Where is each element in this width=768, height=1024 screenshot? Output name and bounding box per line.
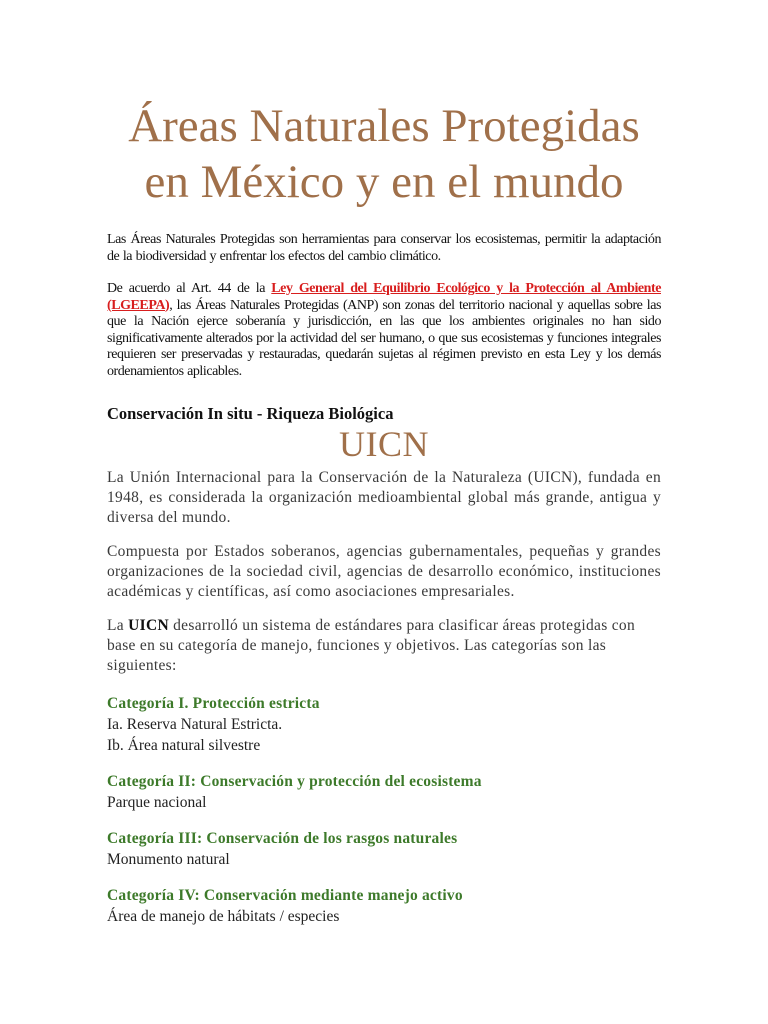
uicn-paragraph-3 bbox=[107, 616, 661, 676]
uicn-p3-bold: UICN bbox=[128, 617, 169, 634]
category-item: Área de manejo de hábitats / especies bbox=[107, 908, 340, 925]
document-page bbox=[107, 0, 661, 927]
category-heading: Categoría IV: Conservación mediante manejo activo bbox=[107, 887, 463, 904]
intro-paragraph-2 bbox=[107, 281, 661, 380]
title-line-2: en México y en el mundo bbox=[144, 156, 624, 208]
category-heading: Categoría III: Conservación de los rasgos naturales bbox=[107, 830, 458, 847]
category-item: Ib. Área natural silvestre bbox=[107, 737, 261, 754]
intro-p2-before: De acuerdo al Art. 44 de la bbox=[107, 281, 272, 296]
category-3 bbox=[107, 828, 661, 870]
uicn-p3-after: desarrolló un sistema de estándares para clasificar áreas protegidas con base en su categoría de manejo, funciones y objetivos. Las categorías son las siguientes: bbox=[107, 617, 635, 674]
category-heading: Categoría I. Protección estricta bbox=[107, 695, 320, 712]
category-2 bbox=[107, 771, 661, 813]
category-item: Monumento natural bbox=[107, 851, 230, 868]
lgeepa-link[interactable]: Ley General del Equilibrio Ecológico y la Protección al Ambiente (LGEEPA) bbox=[107, 281, 661, 313]
category-1 bbox=[107, 693, 661, 756]
category-heading: Categoría II: Conservación y protección del ecosistema bbox=[107, 773, 482, 790]
uicn-paragraph-2: Compuesta por Estados soberanos, agencias gubernamentales, pequeñas y grandes organizaciones de la sociedad civil, agencias de desarrollo económico, instituciones académicas y científicas, así como asociaciones empresariales. bbox=[107, 543, 661, 600]
category-item: Parque nacional bbox=[107, 794, 207, 811]
uicn-p3-before: La bbox=[107, 617, 129, 634]
intro-p2-after: , las Áreas Naturales Protegidas (ANP) son zonas del territorio nacional y aquellas sobre las que la Nación ejerce soberanía y jurisdicción, en las que los ambientes originales no han sido significativamente alterados por la actividad del ser humano, o que sus ecosistemas y funciones integrales requieren ser preservadas y restauradas, quedarán sujetas al régimen previsto en esta Ley y los demás ordenamientos aplicables. bbox=[107, 297, 661, 379]
intro-paragraph-1: Las Áreas Naturales Protegidas son herramientas para conservar los ecosistemas, permitir la adaptación de la biodiversidad y enfrentar los efectos del cambio climático. bbox=[107, 232, 661, 264]
category-4 bbox=[107, 885, 661, 927]
category-item: Ia. Reserva Natural Estricta. bbox=[107, 716, 283, 733]
page-title bbox=[107, 0, 661, 210]
title-line-1: Áreas Naturales Protegidas bbox=[128, 100, 640, 152]
uicn-title: UICN bbox=[339, 424, 429, 464]
uicn-paragraph-1: La Unión Internacional para la Conservación de la Naturaleza (UICN), fundada en 1948, es considerada la organización medioambiental global más grande, antigua y diversa del mundo. bbox=[107, 469, 661, 526]
section-heading: Conservación In situ - Riqueza Biológica bbox=[107, 404, 394, 423]
